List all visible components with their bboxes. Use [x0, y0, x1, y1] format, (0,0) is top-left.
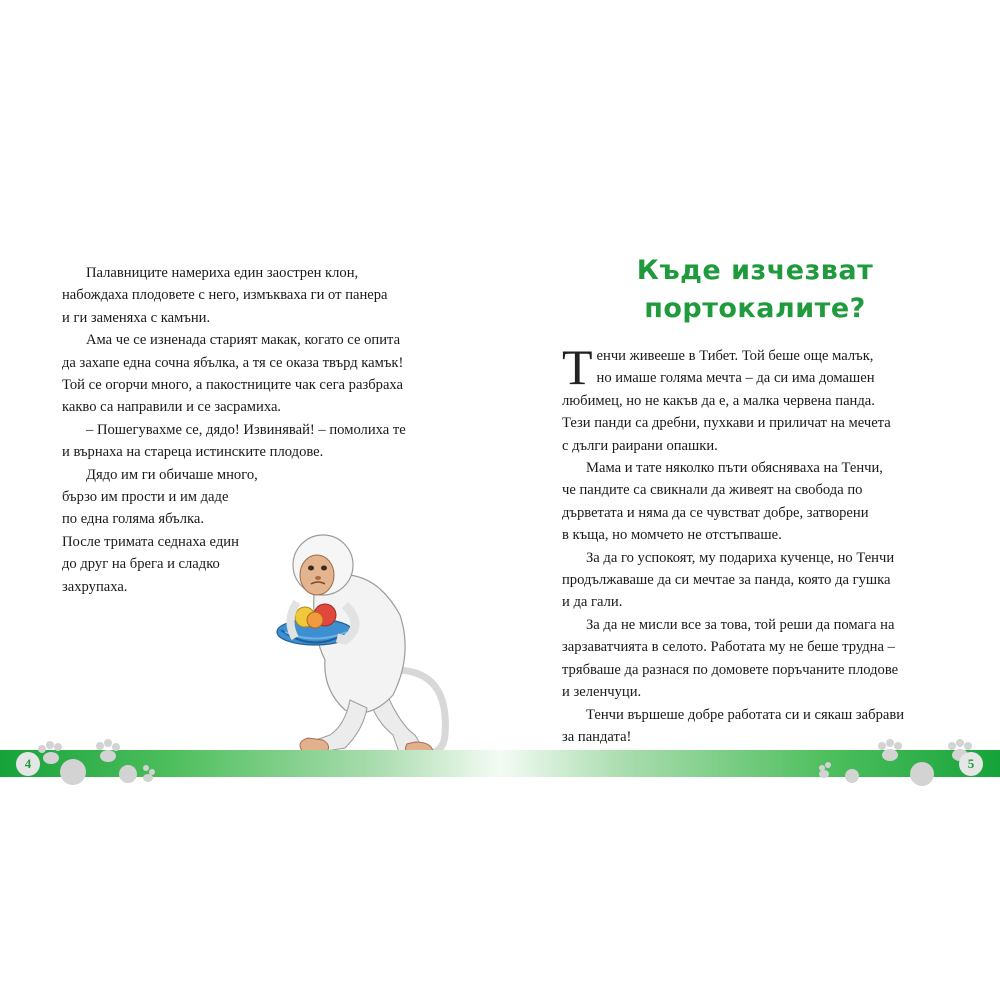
chapter-title-line-2: портокалите? [644, 293, 866, 324]
text-line: Тези панди са дребни, пухкави и приличат на мечета [562, 415, 891, 432]
text-line: трябваше да разнася по домовете поръчаните плодове [562, 661, 899, 678]
drop-cap: Т [562, 339, 593, 395]
paragraph [62, 262, 442, 329]
page-number-left: 4 [16, 752, 40, 776]
white-monkey-with-fruit-basket-icon [275, 520, 460, 770]
text-line: с дълги раирани опашки. [562, 437, 718, 454]
paragraph [562, 614, 957, 704]
paragraph [62, 329, 442, 419]
text-line: до друг на брега и сладко [62, 556, 220, 573]
text-line: Той се огорчи много, а пакостниците чак сега разбраха [62, 377, 403, 394]
chapter-title-line-1: Къде изчезват [636, 255, 874, 286]
text-line: за пандата! [562, 728, 632, 745]
paw-prints-right-icon [812, 738, 982, 788]
text-line: какво са направили и се засрамиха. [62, 399, 282, 416]
text-line: дърветата и няма да се чувстват добре, затворени [562, 504, 869, 521]
text-line: и зеленчуци. [562, 684, 642, 701]
text-line: набождаха плодовете с него, измъкваха ги от панера [62, 287, 388, 304]
text-line: любимец, но не какъв да е, а малка червена панда. [562, 392, 875, 409]
text-line: – Пошегувахме се, дядо! Извинявай! – помолиха те [86, 421, 406, 438]
text-line: по една голяма ябълка. [62, 511, 204, 528]
text-line: захрупаха. [62, 578, 128, 595]
chapter-title [560, 252, 950, 328]
right-page-text [562, 339, 957, 748]
text-line: Тенчи вършеше добре работата си и сякаш забрави [586, 706, 905, 723]
text-line: енчи живееше в Тибет. Той беше още малък, [596, 348, 874, 364]
text-line: За да го успокоят, му подариха кученце, но Тенчи [586, 549, 895, 566]
text-line: и върнаха на стареца истинските плодове. [62, 444, 324, 461]
page-number-right: 5 [959, 752, 983, 776]
text-line: Палавниците намериха един заострен клон, [86, 265, 359, 281]
text-line: Мама и тате няколко пъти обясняваха на Тенчи, [586, 460, 883, 477]
text-line: зарзаватчията в селото. Работата му не беше трудна – [562, 639, 895, 656]
text-line: и да гали. [562, 594, 623, 611]
text-line: че пандите са свикнали да живеят на свобода по [562, 482, 863, 499]
text-line: и ги заменяха с камъни. [62, 309, 211, 326]
paw-prints-left-icon [28, 738, 158, 786]
text-line: За да не мисли все за това, той реши да помага на [586, 616, 895, 633]
text-line: продължаваше да си мечтае за панда, която да гушка [562, 572, 891, 589]
text-line: бързо им прости и им даде [62, 489, 229, 506]
text-line: в къща, но момчето не отстъпваше. [562, 527, 782, 544]
text-line: Ама че се изненада старият макак, когато се опита [86, 332, 401, 349]
text-line: Дядо им ги обичаше много, [86, 466, 258, 483]
paragraph [562, 457, 957, 547]
text-line: После тримата седнаха един [62, 533, 239, 550]
paragraph [62, 419, 442, 464]
paragraph [562, 547, 957, 614]
text-line: да захапе една сочна ябълка, а тя се оказа твърд камък! [62, 354, 404, 371]
first-paragraph [562, 339, 957, 457]
first-paragraph-body [562, 339, 957, 457]
right-page-paragraphs [562, 457, 957, 748]
text-line: но имаше голяма мечта – да си има домашен [596, 370, 875, 387]
